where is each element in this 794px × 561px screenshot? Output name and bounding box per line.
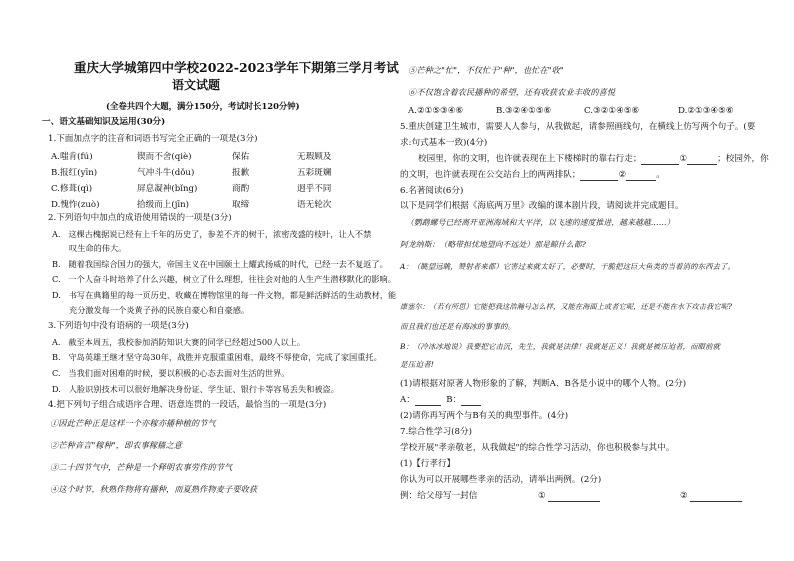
q6-dialogue-a: A：（眺望远眺，赞射者来都）它害过来就太好了，必要时，干脆把这巨大鱼类的当着消的东西去了。 bbox=[400, 262, 736, 271]
q4-sentence-3: ③二十四节气中，芒种是一个释明农事劳作的节气 bbox=[50, 462, 233, 472]
q6-subquestion-1: (1)请根据对原著人物形象的了解，判断A、B各是小说中的哪个人物。(2分) bbox=[400, 379, 687, 389]
q2-stem: 2.下列语句中加点的成语使用错误的一项是(3分) bbox=[48, 213, 232, 223]
q7-ask: 你认为可以开展哪些孝亲的活动，请举出两例。(2分) bbox=[400, 475, 602, 485]
q5-blank-2-label: ② bbox=[618, 170, 627, 180]
exam-subtitle: 语文试题 bbox=[172, 78, 221, 92]
q3-option-b: B. 守岛英雄王继才坚守岛30年，战胜并克服重重困难，最终不辱使命，完成了家国重托。 bbox=[52, 352, 382, 362]
q1-row-d-c1: D.愧怍(zuò) bbox=[51, 200, 100, 210]
q4-sentence-4: ④这个时节，秋熟作物将有播种，而夏熟作物麦子要收获 bbox=[50, 484, 258, 494]
q5-stem-line2: 求:句式基本一致)(4分) bbox=[400, 138, 488, 148]
q1-row-d-c2: 拾级而上(jīn) bbox=[137, 200, 190, 210]
q7-example: 例：给父母写一封信 bbox=[400, 491, 478, 501]
q4-sentence-6: ⑥不仅饱含着农民播种的希望，还有收获农业丰收的喜悦 bbox=[408, 87, 616, 97]
q3-option-d: D. 人脸识别技术可以很好地解决身份证、学生证、银行卡等容易丢失和被盗。 bbox=[52, 384, 339, 394]
exam-title: 重庆大学城第四中学校2022-2023学年下期第三学月考试 bbox=[74, 60, 399, 75]
q1-row-b-c3: 报歉 bbox=[232, 168, 250, 178]
q6-scene: （鹦鹉螺号已经离开亚洲海域和大平洋，以飞速的速度推进，越来越越……） bbox=[406, 218, 675, 227]
q7-intro: 学校开展"孝亲敬老，从我做起"的综合性学习活动，你也积极参与其中。 bbox=[400, 443, 675, 453]
q1-row-a-c4: 无瑕顾及 bbox=[297, 152, 332, 162]
q3-option-c: C. 当我们面对困难的时候，要以积极的心态去面对生活的世界。 bbox=[52, 368, 290, 378]
q6-subquestion-2: (2)请你再写两个与B有关的典型事件。(4分) bbox=[400, 411, 569, 421]
q4-sentence-5: ⑤芒种之"忙"，不仅忙于"种"，也忙在"收" bbox=[408, 65, 564, 75]
q1-row-a-c2: 锲而不舍(qiè) bbox=[137, 152, 192, 162]
q1-row-c-c4: 迥乎不同 bbox=[297, 184, 332, 194]
q1-row-c-c3: 商酌 bbox=[232, 184, 250, 194]
q7-heading: 7.综合性学习(8分) bbox=[400, 427, 472, 437]
q6-answer-ab: A： B： bbox=[400, 395, 481, 406]
q4-option-d: D.②①③④⑤⑥ bbox=[678, 106, 734, 116]
q1-stem: 1.下面加点字的注音和词语书写完全正确的一项是(3分) bbox=[48, 134, 258, 144]
q4-option-b: B.③②④①⑤⑥ bbox=[496, 106, 552, 116]
q7-part-1: (1)【行孝行】 bbox=[400, 459, 456, 469]
q4-option-c: C.③②①④⑤⑥ bbox=[584, 106, 640, 116]
q1-row-d-c4: 语无轮次 bbox=[297, 200, 332, 210]
q1-row-c-c1: C.修葺(qì) bbox=[51, 184, 93, 194]
q6-dialogue-1: 阿龙纳斯：（略带担忧地望向不远处）那是鲸什么都? bbox=[400, 240, 586, 249]
q3-option-a: A. 截至本周五，我校参加消防知识大赛的同学已经超过500人以上。 bbox=[52, 337, 306, 347]
exam-note: (全卷共四个大题，满分150分，考试时长120分钟) bbox=[106, 101, 300, 111]
q1-row-c-c2: 屏息凝神(bǐng) bbox=[137, 184, 198, 194]
q2-option-b: B. 随着我国综合国力的强大，帝国主义在中国颐土上耀武扬威的时代，已经一去不复返了。 bbox=[52, 259, 388, 269]
q7-answer-1[interactable]: ① bbox=[538, 491, 600, 502]
q4-option-a: A.②①⑤③④⑥ bbox=[408, 106, 464, 116]
q3-stem: 3.下列语句中没有语病的一项是(3分) bbox=[48, 321, 189, 331]
q6-intro: 以下是同学们根据《海底两万里》改编的课本剧片段，请阅读并完成题目。 bbox=[400, 201, 684, 211]
q5-body-line2: 的文明，也许就表现在公交站台上的两两排队； ② 。 bbox=[400, 170, 665, 180]
q2-option-a-line1: A. 这棵古槐据说已经有上千年的历史了，参差不齐的树干，浓密茂盛的枝叶，让人不禁 bbox=[52, 229, 372, 239]
q7-answer-2[interactable]: ② bbox=[680, 491, 742, 502]
q6-dialogue-b3: B：（冷冰冰地说）我要把它击沉，先生，我就是法律！我就是正义！我就是被压迫者，而眼前就 bbox=[400, 342, 721, 351]
q6-heading: 6.名著阅读(6分) bbox=[400, 186, 464, 196]
section-1-heading: 一、语文基础知识及运用(30分) bbox=[42, 117, 166, 127]
q2-option-c: C. 一个人奋斗时培养了什么兴趣，树立了什么理想，往往会对他的人生产生潜移默化的影响。 bbox=[52, 274, 396, 284]
q6-dialogue-b2: 而且我们也还是有海冰的事事的。 bbox=[400, 322, 516, 331]
q1-row-d-c3: 取缔 bbox=[232, 200, 250, 210]
q2-option-a-line2: 叹生命的伟大。 bbox=[69, 243, 127, 253]
q5-blank-1-label: ① bbox=[679, 154, 688, 164]
q6-dialogue-b4: 是压迫者! bbox=[400, 360, 434, 369]
q1-row-a-c1: A.嗤肯(fú) bbox=[51, 152, 93, 162]
q2-option-d-line1: D. 书写在典籍里的每一页历史、收藏在博物馆里的每一件文物，都是鲜活鲜活的生动教材，能 bbox=[52, 290, 397, 300]
q1-row-b-c1: B.报红(yīn) bbox=[51, 168, 98, 178]
q4-stem: 4.把下列句子组合成语序合理、语意连贯的一段话，最恰当的一项是(3分) bbox=[48, 400, 327, 410]
q1-row-a-c3: 保佑 bbox=[232, 152, 250, 162]
q5-body-line1: 校园里，你的文明，也许就表现在上下楼梯时的靠右行走； ① ；校园外，你 bbox=[418, 154, 769, 164]
q6-dialogue-b1: 康塞尔：（若有所思）它能把我这浩瀚号怎么样，又能在海面上或者它呢，还是不能在水下攻击我它呢? bbox=[400, 302, 732, 311]
q2-option-d-line2: 充分激发每一个炎黄子孙的民族自豪心和自豪感。 bbox=[69, 305, 250, 315]
q5-stem-line1: 5.重庆创建卫生城市，需要人人参与，从我做起，请参照画线句，在横线上仿写两个句子。(要 bbox=[400, 122, 756, 132]
q1-row-b-c4: 五彩斑斓 bbox=[297, 168, 332, 178]
q1-row-b-c2: 气冲斗牛(dǒu) bbox=[137, 168, 195, 178]
q4-sentence-1: ①因此芒种正是这样一个亦稼亦播种植的节气 bbox=[50, 418, 216, 428]
q4-sentence-2: ②芒种音言"稼种"，即农事稼穑之意 bbox=[50, 440, 183, 450]
